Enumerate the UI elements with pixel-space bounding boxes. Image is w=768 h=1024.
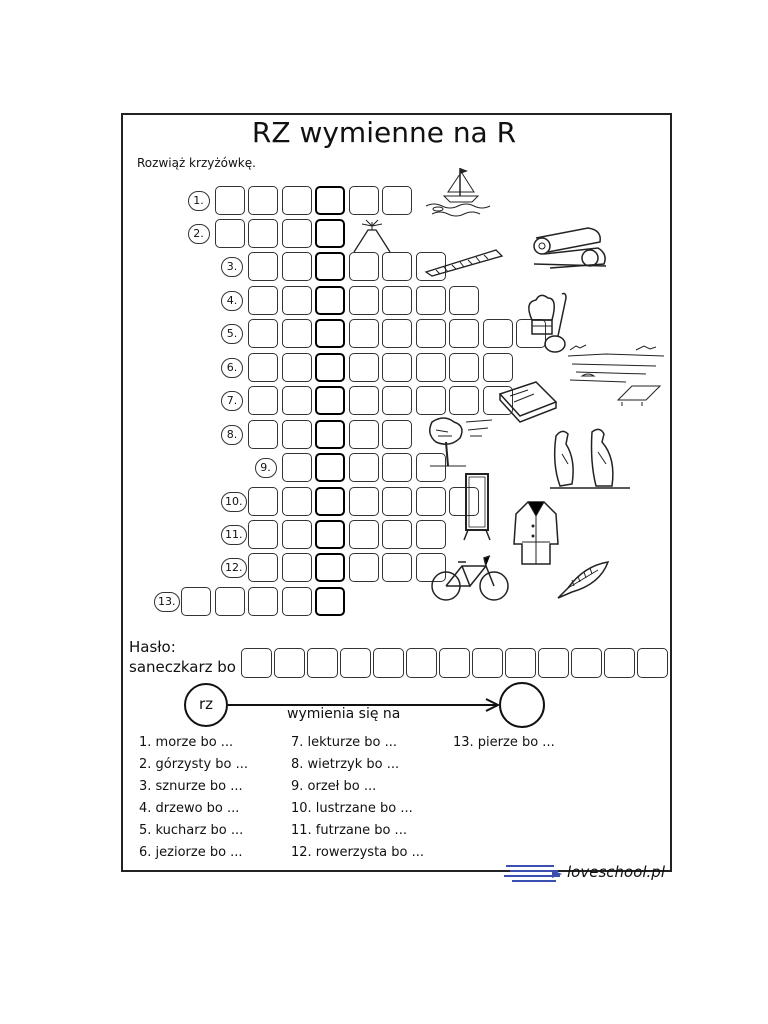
crossword-cell[interactable]: [282, 520, 312, 549]
crossword-cell[interactable]: [382, 420, 412, 449]
book-icon: [498, 380, 558, 422]
key-cell[interactable]: [315, 587, 345, 616]
row-number: 5.: [221, 324, 243, 344]
crossword-cell[interactable]: [248, 286, 278, 315]
password-cell[interactable]: [571, 648, 602, 678]
feather-icon: [554, 560, 610, 600]
key-cell[interactable]: [315, 520, 345, 549]
crossword-cell[interactable]: [282, 587, 312, 616]
clue-item: 13. pierze bo ...: [453, 735, 555, 750]
crossword-cell[interactable]: [248, 420, 278, 449]
key-cell[interactable]: [315, 252, 345, 281]
crossword-cell[interactable]: [349, 353, 379, 382]
password-cell[interactable]: [340, 648, 371, 678]
key-cell[interactable]: [315, 386, 345, 415]
crossword-cell[interactable]: [248, 487, 278, 516]
row-number: 9.: [255, 458, 277, 478]
crossword-cell[interactable]: [416, 353, 446, 382]
key-cell[interactable]: [315, 553, 345, 582]
crossword-cell[interactable]: [282, 386, 312, 415]
password-cell[interactable]: [637, 648, 668, 678]
crossword-cell[interactable]: [416, 386, 446, 415]
row-number: 10.: [221, 492, 247, 512]
loveschool-logo-icon: [502, 862, 564, 886]
password-cell[interactable]: [604, 648, 635, 678]
crossword-cell[interactable]: [282, 420, 312, 449]
key-cell[interactable]: [315, 487, 345, 516]
crossword-cell[interactable]: [215, 587, 245, 616]
password-cell[interactable]: [406, 648, 437, 678]
crossword-cell[interactable]: [248, 319, 278, 348]
key-cell[interactable]: [315, 319, 345, 348]
crossword-cell[interactable]: [349, 520, 379, 549]
clue-item: 5. kucharz bo ...: [139, 823, 244, 838]
clue-item: 3. sznurze bo ...: [139, 779, 243, 794]
crossword-cell[interactable]: [382, 252, 412, 281]
crossword-cell[interactable]: [349, 453, 379, 482]
crossword-cell[interactable]: [282, 487, 312, 516]
rule-to-circle[interactable]: [499, 682, 545, 728]
eagles-icon: [546, 424, 636, 496]
crossword-cell[interactable]: [382, 286, 412, 315]
crossword-cell[interactable]: [248, 186, 278, 215]
logs-icon: [528, 224, 610, 270]
crossword-cell[interactable]: [248, 553, 278, 582]
clue-item: 4. drzewo bo ...: [139, 801, 240, 816]
crossword-cell[interactable]: [248, 587, 278, 616]
volcano-icon: [352, 218, 392, 254]
crossword-cell[interactable]: [382, 319, 412, 348]
crossword-cell[interactable]: [215, 186, 245, 215]
row-number: 13.: [154, 592, 180, 612]
crossword-cell[interactable]: [282, 252, 312, 281]
key-cell[interactable]: [315, 453, 345, 482]
key-cell[interactable]: [315, 186, 345, 215]
crossword-cell[interactable]: [449, 386, 479, 415]
crossword-cell[interactable]: [349, 252, 379, 281]
clue-item: 11. futrzane bo ...: [291, 823, 407, 838]
clue-item: 10. lustrzane bo ...: [291, 801, 413, 816]
crossword-cell[interactable]: [349, 487, 379, 516]
clue-item: 7. lekturze bo ...: [291, 735, 398, 750]
clue-item: 12. rowerzysta bo ...: [291, 845, 425, 860]
wind-tree-icon: [426, 412, 496, 468]
crossword-cell[interactable]: [282, 286, 312, 315]
crossword-cell[interactable]: [382, 553, 412, 582]
crossword-cell[interactable]: [248, 520, 278, 549]
password-cell[interactable]: [274, 648, 305, 678]
crossword-cell[interactable]: [248, 252, 278, 281]
crossword-cell[interactable]: [416, 286, 446, 315]
crossword-cell[interactable]: [282, 353, 312, 382]
password-cell[interactable]: [472, 648, 503, 678]
crossword-cell[interactable]: [449, 353, 479, 382]
crossword-cell[interactable]: [382, 353, 412, 382]
password-cell[interactable]: [538, 648, 569, 678]
crossword-cell[interactable]: [382, 520, 412, 549]
clue-item: 1. morze bo ...: [139, 735, 234, 750]
crossword-cell[interactable]: [248, 219, 278, 248]
key-cell[interactable]: [315, 286, 345, 315]
key-cell[interactable]: [315, 219, 345, 248]
password-cell[interactable]: [373, 648, 404, 678]
crossword-cell[interactable]: [382, 453, 412, 482]
crossword-cell[interactable]: [282, 453, 312, 482]
key-cell[interactable]: [315, 420, 345, 449]
clue-item: 2. górzysty bo ...: [139, 757, 249, 772]
crossword-cell[interactable]: [416, 487, 446, 516]
crossword-cell[interactable]: [282, 186, 312, 215]
password-cell[interactable]: [307, 648, 338, 678]
sailboat-icon: [424, 162, 494, 220]
crossword-cell[interactable]: [215, 219, 245, 248]
crossword-cell[interactable]: [349, 553, 379, 582]
crossword-cell[interactable]: [349, 319, 379, 348]
row-number: 3.: [221, 257, 243, 277]
row-number: 4.: [221, 291, 243, 311]
crossword-cell[interactable]: [382, 487, 412, 516]
instruction: Rozwiąż krzyżówkę.: [137, 156, 256, 170]
password-cell[interactable]: [439, 648, 470, 678]
password-label-line1: Hasło:: [129, 638, 176, 656]
rule-text: wymienia się na: [287, 706, 401, 722]
crossword-cell[interactable]: [349, 420, 379, 449]
coat-icon: [512, 500, 560, 566]
crossword-cell[interactable]: [248, 386, 278, 415]
crossword-cell[interactable]: [416, 319, 446, 348]
crossword-cell[interactable]: [449, 286, 479, 315]
clue-item: 9. orzeł bo ...: [291, 779, 377, 794]
password-label-line2: saneczkarz bo: [129, 658, 236, 676]
crossword-cell[interactable]: [382, 386, 412, 415]
crossword-cell[interactable]: [349, 286, 379, 315]
crossword-cell[interactable]: [282, 219, 312, 248]
row-number: 8.: [221, 425, 243, 445]
row-number: 12.: [221, 558, 247, 578]
bicycle-icon: [430, 552, 512, 604]
crossword-cell[interactable]: [282, 553, 312, 582]
key-cell[interactable]: [315, 353, 345, 382]
logo-text: loveschool.pl: [567, 863, 665, 881]
crossword-cell[interactable]: [449, 319, 479, 348]
rope-icon: [424, 246, 506, 276]
crossword-cell[interactable]: [349, 386, 379, 415]
password-label: [129, 637, 236, 677]
row-number: 11.: [221, 525, 247, 545]
crossword-cell[interactable]: [382, 186, 412, 215]
mirror-icon: [462, 472, 492, 542]
crossword-cell[interactable]: [483, 319, 513, 348]
clue-item: 6. jeziorze bo ...: [139, 845, 243, 860]
page-title: RZ wymienne na R: [251, 116, 517, 149]
password-cell[interactable]: [505, 648, 536, 678]
crossword-cell[interactable]: [349, 186, 379, 215]
crossword-cell[interactable]: [282, 319, 312, 348]
row-number: 7.: [221, 391, 243, 411]
crossword-cell[interactable]: [416, 520, 446, 549]
rule-from-circle: rz: [184, 683, 228, 727]
crossword-cell[interactable]: [248, 353, 278, 382]
lake-icon: [566, 340, 666, 410]
crossword-cell[interactable]: [483, 353, 513, 382]
row-number: 2.: [188, 224, 210, 244]
row-number: 1.: [188, 191, 210, 211]
row-number: 6.: [221, 358, 243, 378]
password-cell[interactable]: [241, 648, 272, 678]
clue-item: 8. wietrzyk bo ...: [291, 757, 400, 772]
crossword-cell[interactable]: [181, 587, 211, 616]
